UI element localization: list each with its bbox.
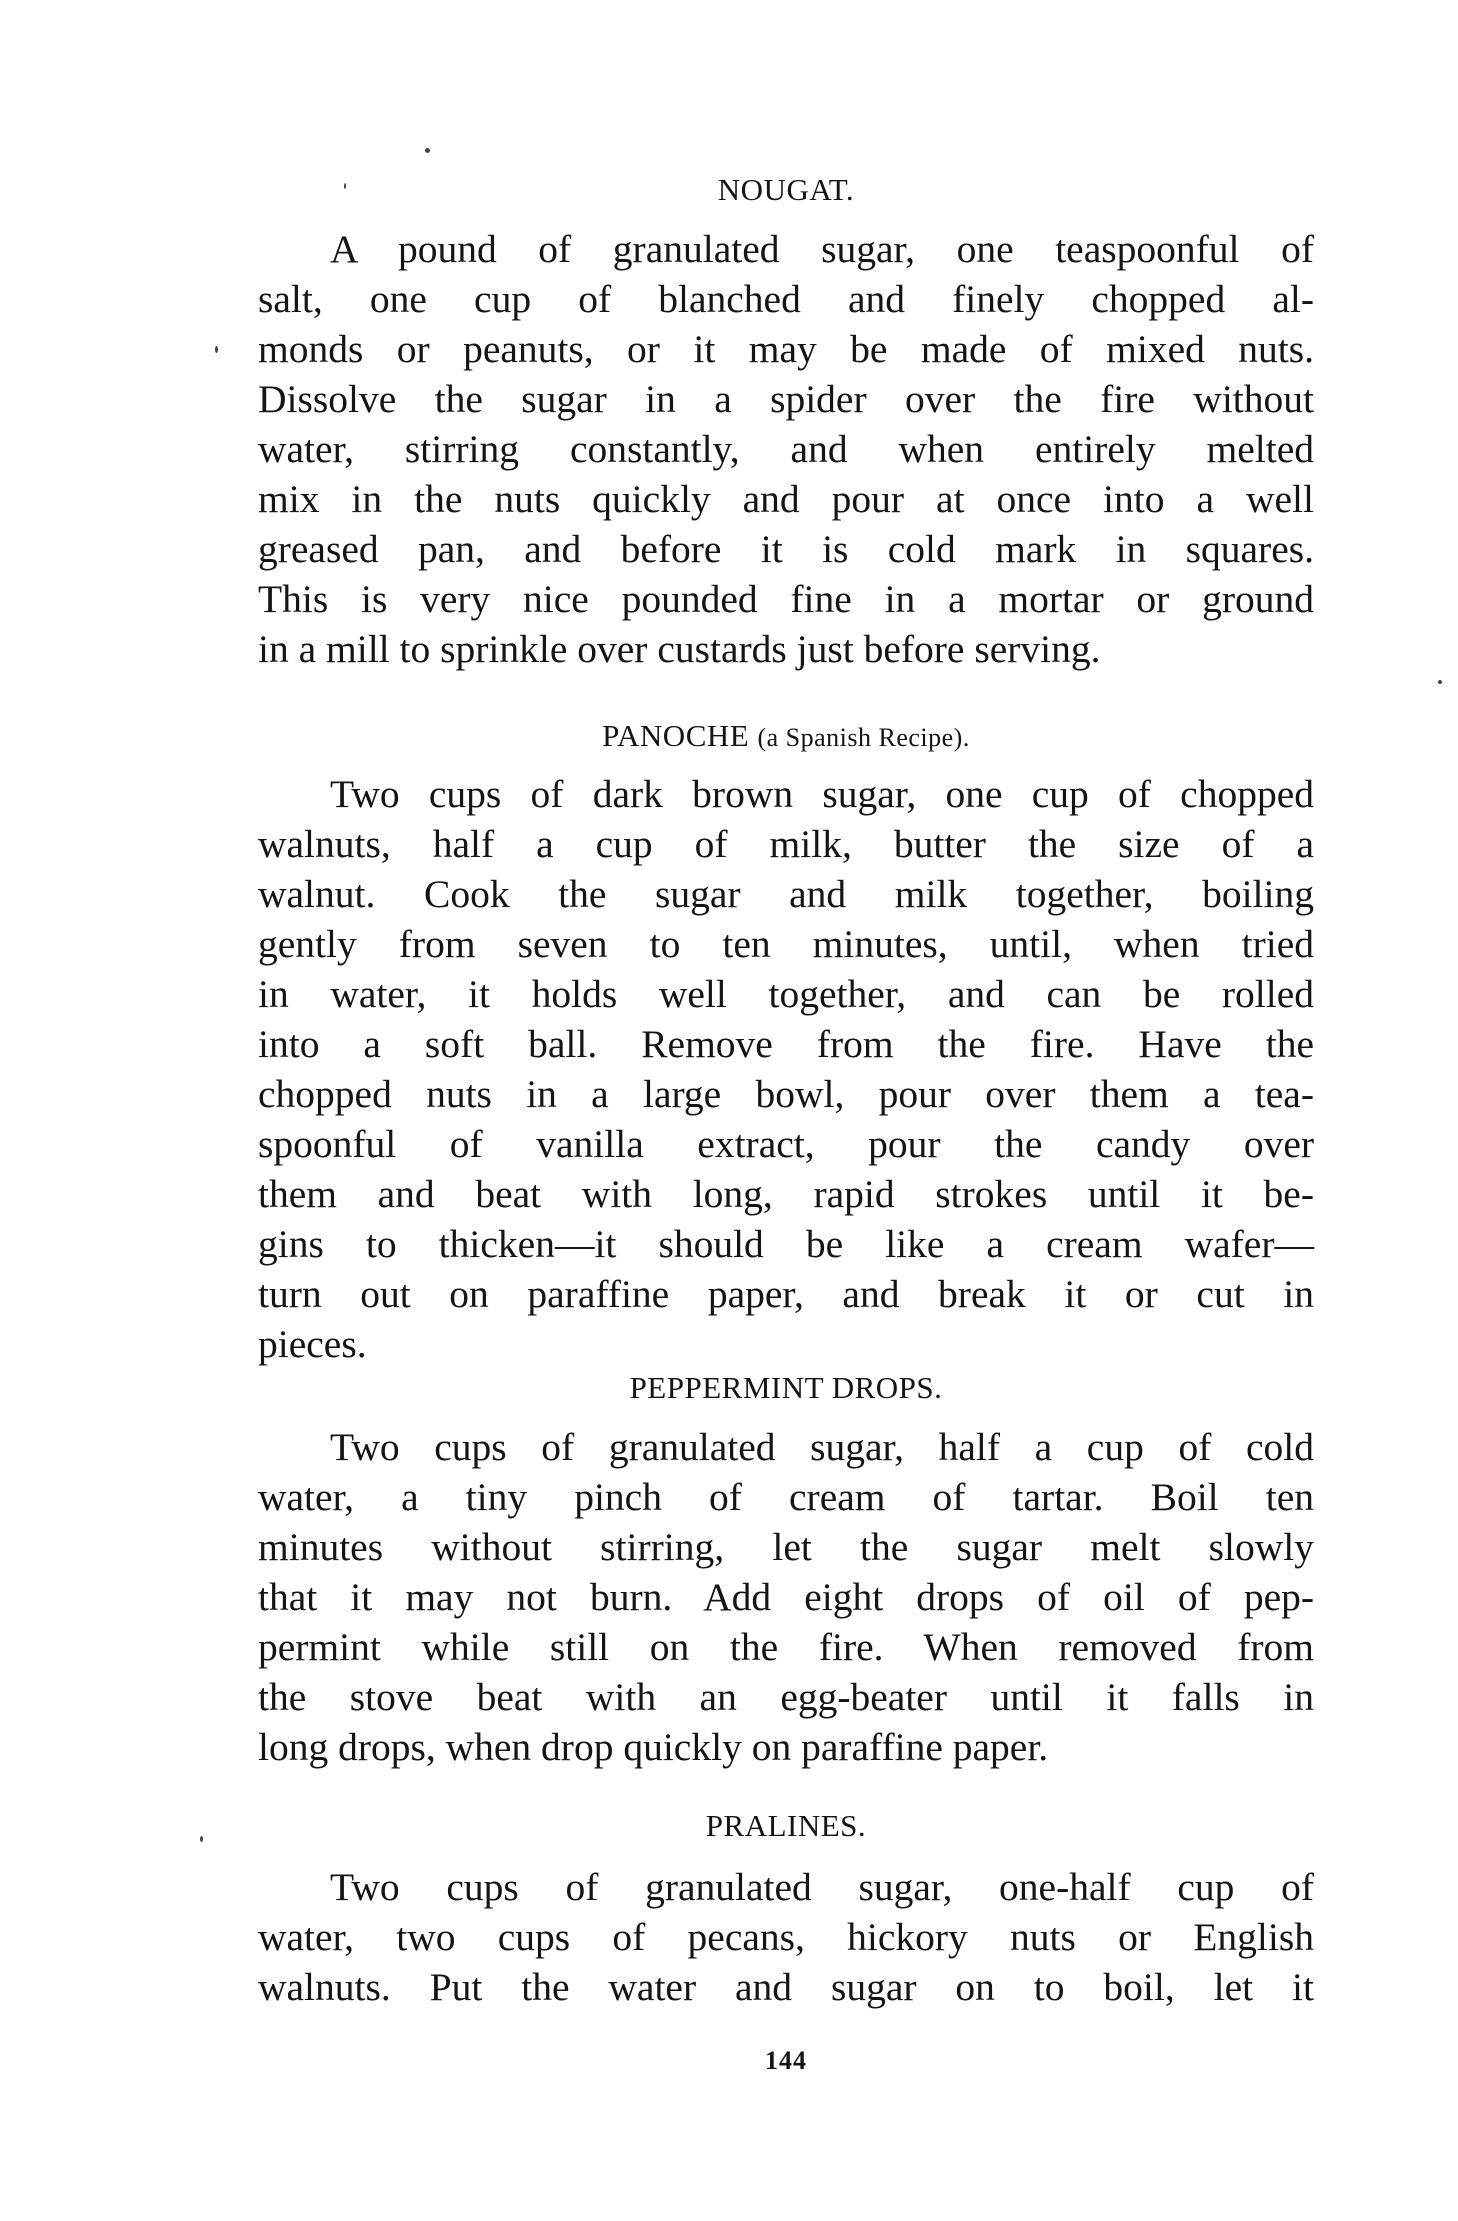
text-line: permint while still on the fire. When removed from [258, 1625, 1314, 1669]
text-line: Two cups of granulated sugar, half a cup of cold [330, 1425, 1314, 1469]
section-title-text: NOUGAT. [717, 172, 855, 207]
recipe-text-pralines [258, 1862, 1314, 2012]
text-line: into a soft ball. Remove from the fire. Have the [258, 1022, 1314, 1066]
print-speck [425, 148, 430, 153]
section-title-pralines [258, 1808, 1314, 1844]
print-speck [215, 346, 218, 353]
text-line: Two cups of granulated sugar, one-half cup of [330, 1865, 1314, 1909]
text-line: water, a tiny pinch of cream of tartar. Boil ten [258, 1475, 1314, 1519]
text-line: gently from seven to ten minutes, until, when tried [258, 922, 1314, 966]
text-line: This is very nice pounded fine in a mortar or ground [258, 577, 1314, 621]
text-line: water, two cups of pecans, hickory nuts or English [258, 1915, 1314, 1959]
text-line: walnuts, half a cup of milk, butter the size of a [258, 822, 1314, 866]
section-title-nougat [258, 172, 1314, 208]
text-line: spoonful of vanilla extract, pour the candy over [258, 1122, 1314, 1166]
text-line: chopped nuts in a large bowl, pour over them a tea- [258, 1072, 1314, 1116]
text-line: in water, it holds well together, and can be rolled [258, 972, 1314, 1016]
text-line: Two cups of dark brown sugar, one cup of chopped [330, 772, 1314, 816]
page-number: 144 [765, 2046, 807, 2075]
recipe-text-panoche [258, 769, 1314, 1369]
text-line: them and beat with long, rapid strokes until it be- [258, 1172, 1314, 1216]
text-line: in a mill to sprinkle over custards just before serving. [258, 627, 1101, 671]
text-line: the stove beat with an egg-beater until it falls in [258, 1675, 1314, 1719]
text-line: walnut. Cook the sugar and milk together, boiling [258, 872, 1314, 916]
text-line: water, stirring constantly, and when entirely melted [258, 427, 1314, 471]
recipe-text-nougat [258, 224, 1314, 674]
section-subtitle-text: (a Spanish Recipe). [757, 723, 970, 752]
text-line: gins to thicken—it should be like a cream wafer— [258, 1222, 1314, 1266]
text-line: minutes without stirring, let the sugar melt slowly [258, 1525, 1314, 1569]
text-line: pieces. [258, 1322, 367, 1366]
text-line: turn out on paraffine paper, and break it or cut in [258, 1272, 1314, 1316]
section-title-text: PEPPERMINT DROPS. [629, 1370, 943, 1405]
section-title-text: PANOCHE [602, 718, 750, 753]
print-speck [1438, 680, 1442, 684]
text-line: greased pan, and before it is cold mark in squares. [258, 527, 1314, 571]
text-line: monds or peanuts, or it may be made of mixed nuts. [258, 327, 1314, 371]
recipe-text-peppermint-drops [258, 1422, 1314, 1772]
text-line: mix in the nuts quickly and pour at once into a well [258, 477, 1314, 521]
text-line: walnuts. Put the water and sugar on to boil, let it [258, 1965, 1314, 2009]
text-line: that it may not burn. Add eight drops of oil of pep- [258, 1575, 1314, 1619]
section-title-peppermint-drops [258, 1370, 1314, 1406]
print-speck [200, 1836, 203, 1842]
text-line: Dissolve the sugar in a spider over the fire without [258, 377, 1314, 421]
section-title-text: PRALINES. [705, 1808, 867, 1843]
text-line: A pound of granulated sugar, one teaspoonful of [330, 227, 1314, 271]
text-line: long drops, when drop quickly on paraffine paper. [258, 1725, 1049, 1769]
section-title-panoche [258, 718, 1314, 754]
text-line: salt, one cup of blanched and finely chopped al- [258, 277, 1314, 321]
